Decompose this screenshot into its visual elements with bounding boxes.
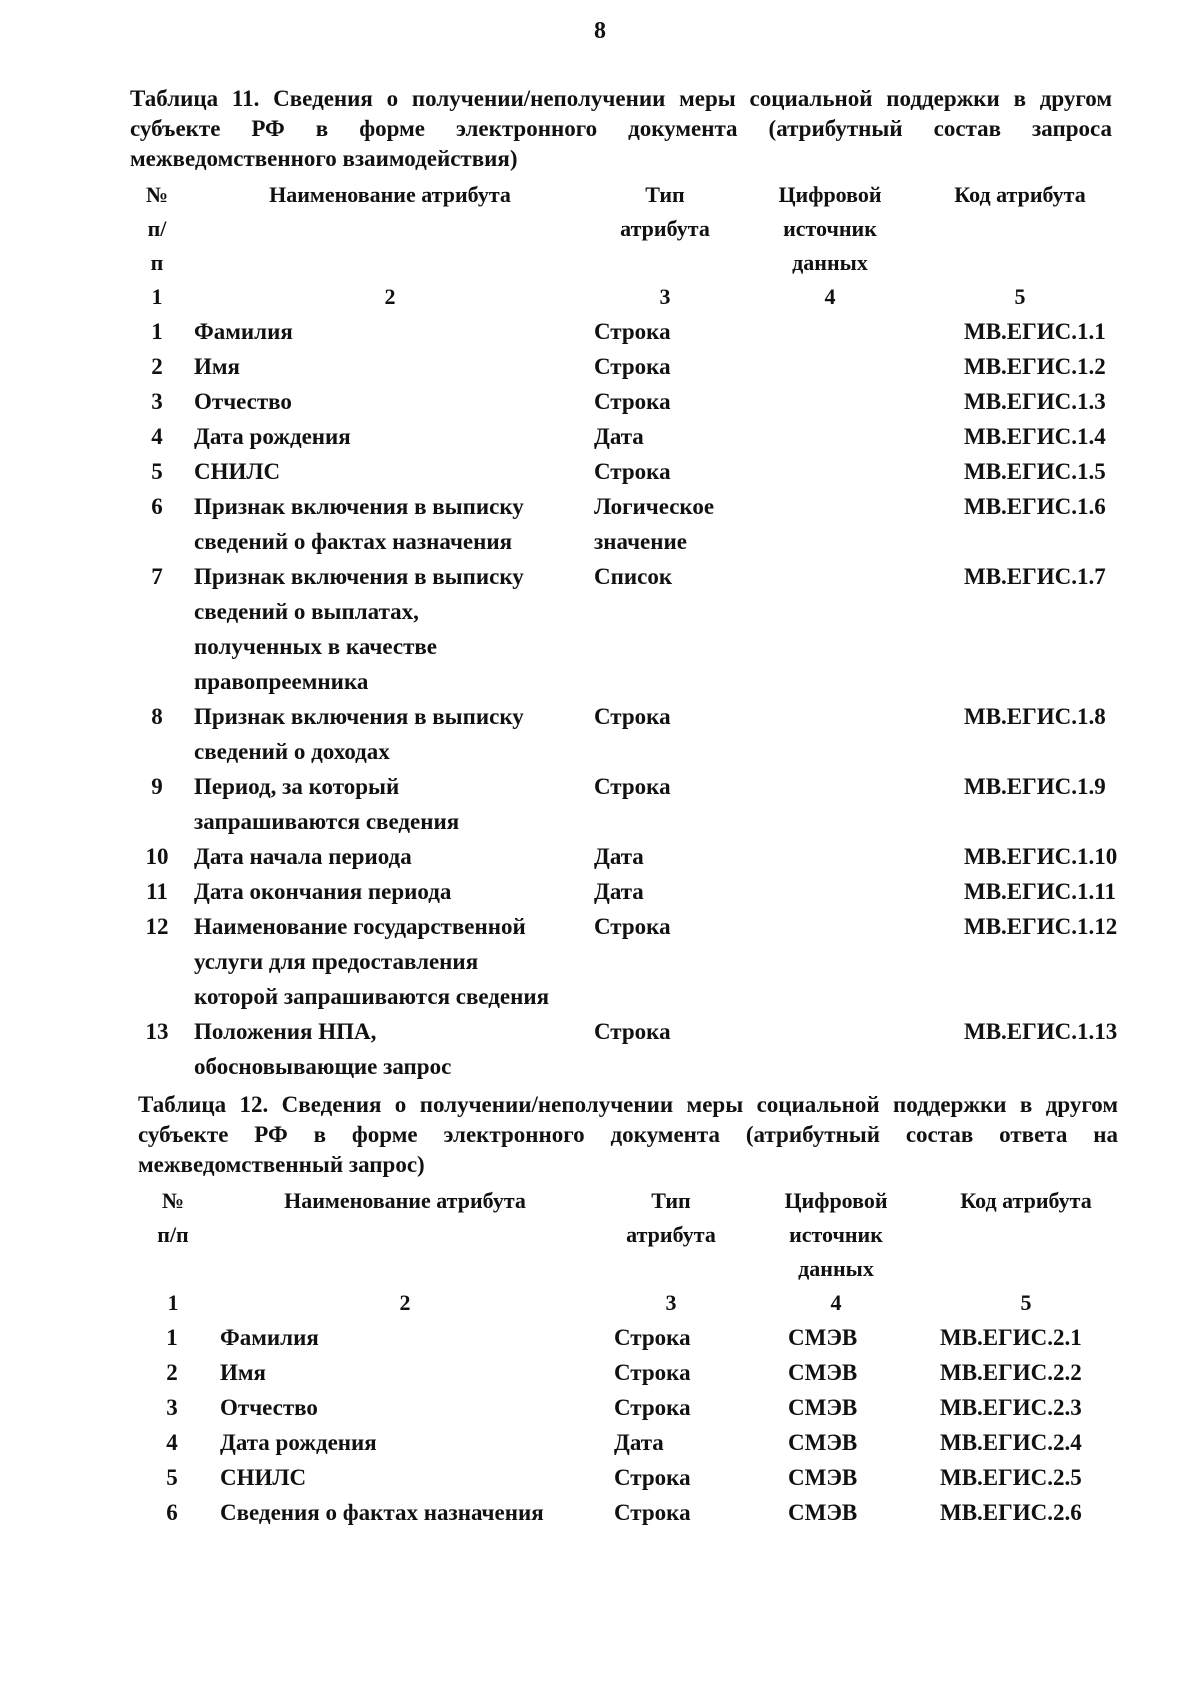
attribute-name-line: Имя [220,1360,266,1385]
attribute-name [220,1495,600,1530]
data-source [764,769,924,839]
header-source-line: Цифровой [778,182,882,207]
header-code: Код атрибута [960,1188,1092,1213]
attribute-code: МВ.ЕГИС.2.1 [940,1325,1082,1350]
attribute-type [594,419,764,454]
header-source-line: источник [783,216,877,241]
page-number: 8 [594,18,606,44]
attribute-name-line: Период, за который [194,774,400,799]
attribute-code: МВ.ЕГИС.1.11 [964,879,1117,904]
data-source [764,384,924,419]
attribute-type-line: Строка [594,389,671,414]
attribute-code: МВ.ЕГИС.2.4 [940,1430,1082,1455]
attribute-name [220,1390,600,1425]
attribute-type-line: Логическое [594,494,715,519]
table12-body [0,1320,1200,1530]
table-row [0,874,1200,909]
attribute-name-line: услуги для предоставления [194,949,479,974]
table11 [0,178,1200,1084]
col-number: 2 [384,284,396,309]
attribute-name-line: СНИЛС [220,1465,307,1490]
attribute-name [220,1320,600,1355]
attribute-name-line: Сведения о фактах назначения [220,1500,544,1525]
table-row [0,1495,1200,1530]
row-number: 4 [166,1430,178,1455]
row-number: 6 [151,494,163,519]
header-type-line: Тип [645,182,685,207]
attribute-name-line: Отчество [220,1395,318,1420]
header-type [590,178,740,246]
col-number: 1 [151,284,163,309]
attribute-type [594,384,764,419]
header-num-line: п [150,250,164,275]
attribute-name-line: Дата окончания периода [194,879,452,904]
attribute-type-line: значение [594,529,687,554]
attribute-type-line: Дата [614,1430,664,1455]
attribute-code: МВ.ЕГИС.1.13 [964,1019,1118,1044]
attribute-code: МВ.ЕГИС.1.1 [964,319,1106,344]
table-row [0,1014,1200,1084]
attribute-name [194,454,584,489]
data-source [764,314,924,349]
attribute-type [594,839,764,874]
header-source [756,1184,916,1286]
row-number: 3 [151,389,163,414]
header-num-line: № [145,182,169,207]
attribute-name [194,874,584,909]
header-name: Наименование атрибута [284,1188,526,1213]
attribute-code: МВ.ЕГИС.2.6 [940,1500,1082,1525]
attribute-type-line: Дата [594,424,644,449]
table-row [0,559,1200,699]
attribute-code: МВ.ЕГИС.2.5 [940,1465,1082,1490]
column-numbers [0,280,1200,314]
attribute-name [194,769,584,839]
table12 [0,1184,1200,1530]
attribute-type-line: Строка [594,704,671,729]
attribute-name [194,314,584,349]
table-row [0,489,1200,559]
attribute-name-line: Имя [194,354,240,379]
header-source-line: источник [789,1222,883,1247]
data-source [764,874,924,909]
table11-body [0,314,1200,1084]
row-number: 13 [145,1019,169,1044]
attribute-code: МВ.ЕГИС.2.2 [940,1360,1082,1385]
row-number: 5 [166,1465,178,1490]
data-source [764,1014,924,1084]
col-number: 5 [1014,284,1026,309]
attribute-name [194,349,584,384]
header-type [596,1184,746,1252]
attribute-type-line: Строка [594,319,671,344]
table-row [0,454,1200,489]
attribute-type [594,349,764,384]
attribute-code: МВ.ЕГИС.1.8 [964,704,1106,729]
row-number: 4 [151,424,163,449]
attribute-name [194,1014,584,1084]
col-number: 1 [167,1290,179,1315]
data-source: СМЭВ [788,1465,858,1490]
attribute-name-line: Фамилия [194,319,293,344]
attribute-type [594,909,764,1014]
row-number: 3 [166,1395,178,1420]
row-number: 7 [151,564,163,589]
attribute-type-line: Строка [594,774,671,799]
data-source [764,699,924,769]
attribute-name [194,839,584,874]
header-type-line: атрибута [626,1222,716,1247]
attribute-type [594,874,764,909]
attribute-type-line: Строка [594,459,671,484]
attribute-type-line: Строка [614,1500,691,1525]
table-row [0,1320,1200,1355]
table-row [0,1460,1200,1495]
attribute-name-line: СНИЛС [194,459,281,484]
header-source-line: данных [792,250,868,275]
data-source [764,349,924,384]
attribute-name-line: Дата рождения [194,424,351,449]
row-number: 10 [145,844,169,869]
table12-header [0,1184,1200,1286]
attribute-name [220,1425,600,1460]
attribute-type-line: Строка [614,1395,691,1420]
attribute-name [220,1460,600,1495]
attribute-name-line: Отчество [194,389,292,414]
attribute-name-line: Фамилия [220,1325,319,1350]
table-row [0,839,1200,874]
attribute-type-line: Строка [594,914,671,939]
col-number: 3 [659,284,671,309]
attribute-type [594,314,764,349]
attribute-name-line: сведений о фактах назначения [194,529,513,554]
attribute-name-line: запрашиваются сведения [194,809,460,834]
attribute-type-line: Строка [594,1019,671,1044]
table12-caption: Таблица 12. Сведения о получении/неполучении меры социальной поддержки в другом субъекте РФ в форме электронного документа (атрибутный состав ответа на межведомственный запрос) [138,1092,1118,1177]
data-source: СМЭВ [788,1430,858,1455]
attribute-type [594,769,764,839]
attribute-type [614,1320,774,1355]
attribute-name-line: Положения НПА, [194,1019,377,1044]
attribute-name-line: Дата рождения [220,1430,377,1455]
attribute-name-line: полученных в качестве [194,634,437,659]
attribute-name-line: которой запрашиваются сведения [194,984,550,1009]
data-source [764,909,924,1014]
attribute-type [614,1390,774,1425]
header-type-line: Тип [651,1188,691,1213]
table-row [0,419,1200,454]
table-row [0,769,1200,839]
row-number: 2 [151,354,163,379]
attribute-code: МВ.ЕГИС.1.12 [964,914,1118,939]
row-number: 1 [151,319,163,344]
attribute-name [194,699,584,769]
header-num-line: п/п [157,1222,189,1247]
row-number: 12 [145,914,169,939]
header-name: Наименование атрибута [269,182,511,207]
attribute-code: МВ.ЕГИС.1.4 [964,424,1106,449]
header-source-line: данных [798,1256,874,1281]
attribute-name-line: сведений о выплатах, [194,599,419,624]
attribute-name [194,559,584,699]
attribute-code: МВ.ЕГИС.1.7 [964,564,1106,589]
col-number: 4 [830,1290,842,1315]
col-number: 2 [399,1290,411,1315]
attribute-code: МВ.ЕГИС.1.2 [964,354,1106,379]
attribute-name [194,419,584,454]
attribute-name [194,489,584,559]
col-number: 3 [665,1290,677,1315]
data-source: СМЭВ [788,1360,858,1385]
attribute-type [594,699,764,769]
row-number: 6 [166,1500,178,1525]
attribute-type [614,1495,774,1530]
data-source [764,419,924,454]
attribute-name-line: Наименование государственной [194,914,526,939]
attribute-type [594,1014,764,1084]
attribute-type-line: Строка [614,1360,691,1385]
attribute-name-line: Признак включения в выписку [194,494,524,519]
attribute-code: МВ.ЕГИС.2.3 [940,1395,1082,1420]
header-num [132,178,182,280]
attribute-name [194,909,584,1014]
table-row [0,349,1200,384]
attribute-code: МВ.ЕГИС.1.3 [964,389,1106,414]
row-number: 2 [166,1360,178,1385]
attribute-code: МВ.ЕГИС.1.6 [964,494,1106,519]
header-source [750,178,910,280]
attribute-code: МВ.ЕГИС.1.10 [964,844,1118,869]
header-code: Код атрибута [954,182,1086,207]
data-source: СМЭВ [788,1500,858,1525]
data-source [764,489,924,559]
attribute-name [194,384,584,419]
header-num-line: п/ [147,216,167,241]
attribute-type-line: Строка [594,354,671,379]
attribute-name [220,1355,600,1390]
attribute-name-line: обосновывающие запрос [194,1054,452,1079]
attribute-name-line: Признак включения в выписку [194,564,524,589]
row-number: 1 [166,1325,178,1350]
col-number: 5 [1020,1290,1032,1315]
data-source [764,454,924,489]
data-source: СМЭВ [788,1325,858,1350]
attribute-type-line: Строка [614,1325,691,1350]
table-row [0,1390,1200,1425]
attribute-type-line: Дата [594,879,644,904]
table-row [0,1355,1200,1390]
header-num-line: № [161,1188,185,1213]
table-row [0,384,1200,419]
attribute-name-line: Признак включения в выписку [194,704,524,729]
attribute-type [614,1355,774,1390]
header-type-line: атрибута [620,216,710,241]
table-row [0,699,1200,769]
row-number: 9 [151,774,163,799]
col-number: 4 [824,284,836,309]
attribute-name-line: правопреемника [194,669,369,694]
row-number: 5 [151,459,163,484]
attribute-type [594,489,764,559]
attribute-type [614,1460,774,1495]
table-row [0,909,1200,1014]
data-source: СМЭВ [788,1395,858,1420]
data-source [764,839,924,874]
header-num [148,1184,198,1252]
attribute-type-line: Строка [614,1465,691,1490]
attribute-type [594,454,764,489]
attribute-type [614,1425,774,1460]
table-row [0,1425,1200,1460]
attribute-name-line: сведений о доходах [194,739,390,764]
attribute-name-line: Дата начала периода [194,844,412,869]
attribute-type [594,559,764,699]
header-source-line: Цифровой [784,1188,888,1213]
table11-caption: Таблица 11. Сведения о получении/неполучении меры социальной поддержки в другом субъекте РФ в форме электронного документа (атрибутный состав запроса межведомственного взаимодействия) [130,86,1112,171]
data-source [764,559,924,699]
attribute-type-line: Список [594,564,673,589]
table-row [0,314,1200,349]
row-number: 8 [151,704,163,729]
attribute-code: МВ.ЕГИС.1.9 [964,774,1106,799]
row-number: 11 [146,879,168,904]
column-numbers [0,1286,1200,1320]
table11-header [0,178,1200,280]
attribute-type-line: Дата [594,844,644,869]
attribute-code: МВ.ЕГИС.1.5 [964,459,1106,484]
